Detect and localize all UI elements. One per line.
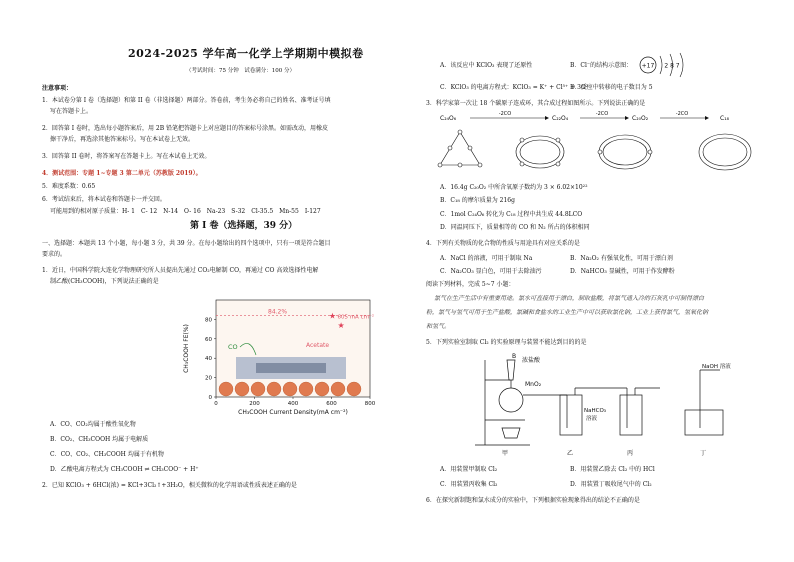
surface-atom <box>219 382 233 396</box>
q3-synthesis-diagram <box>430 110 770 180</box>
surface-atom <box>331 382 345 396</box>
right-column <box>420 0 770 562</box>
molecule-c22o4 <box>516 136 564 168</box>
q5-option: D．用装置丁吸收尾气中的 Cl₂ <box>570 481 652 488</box>
notes-heading: 注意事项： <box>42 85 73 92</box>
annotation-acetate: Acetate <box>306 342 330 349</box>
q2-option-c: C．KClO₃ 的电离方程式：KClO₃ = K⁺ + Cl⁵⁺ + 3O²⁻ <box>440 84 592 91</box>
q2-stem: 2．已知 KClO₃ + 6HCl(浓) = KCl+3Cl₂↑+3H₂O，相关微粒的化学用语或性质表述正确的是 <box>42 482 297 489</box>
page-title: 2024-2025 学年高一化学上学期期中模拟卷 <box>128 47 364 60</box>
species-c24o6: C₂₄O₆ <box>440 115 457 122</box>
y-tick-label: 0 <box>208 395 212 401</box>
label-b: B <box>512 353 517 360</box>
reading-passage: 氯气在生产生活中有重要用途。氯水可直接用于漂白，制取盐酸，将氯气通入冷的石灰乳中可制得漂白 <box>434 295 705 302</box>
molecular-layer-core <box>256 363 326 373</box>
left-column <box>40 0 400 562</box>
note-line: 3．回答第 II 卷时，将答案写在答题卡上。写在本试卷上无效。 <box>42 153 211 160</box>
annotation-fe: 84.2% <box>268 308 288 316</box>
q5-option: B．用装置乙除去 Cl₂ 中的 HCl <box>570 466 655 473</box>
surface-atom <box>283 382 297 396</box>
y-tick-label: 40 <box>205 356 212 363</box>
note-line: 写在答题卡上。 <box>50 108 93 115</box>
label-solution: 溶液 <box>586 416 598 422</box>
y-axis-label: CH₃COOH FE(%) <box>183 324 190 373</box>
atomic-mass-line: 可能用到的相对原子质量：H- 1 C- 12 N-14 O- 16 Na-23 S-32 Cl-35.5 Mn-55 I-127 <box>50 208 321 215</box>
apparatus-label: 丁 <box>700 450 707 457</box>
note-line: 2．回答第 I 卷时，选出每小题答案后，用 2B 铅笔把答题卡上对应题目的答案标号涂黑。如需改动，用橡皮 <box>42 125 329 132</box>
q3-option: A．16.4g C₂₀O₂ 中所含氧原子数约为 3 × 6.02×10²² <box>440 184 588 191</box>
q1-option: A．CO、CO₂均属于酸性氧化物 <box>50 421 136 428</box>
y-tick-label: 80 <box>205 317 212 324</box>
q1-option: B．CO₂、CH₃COOH 均属于电解质 <box>50 436 149 443</box>
surface-atom <box>251 382 265 396</box>
q5-stem: 5．下列实验室制取 Cl₂ 的实验原理与装置不能达到目的的是 <box>426 339 587 346</box>
label-naoh: NaOH 溶液 <box>702 364 731 370</box>
molecule-c24o6 <box>438 130 482 167</box>
species-c20o2: C₂₀O₂ <box>632 115 649 122</box>
data-point-star: ★ <box>328 311 337 321</box>
chloride-ion-diagram <box>638 52 698 78</box>
apparatus-ding <box>685 370 723 435</box>
q2-option-b: B．Cl⁻的结构示意图： <box>570 62 633 69</box>
y-tick-label: 20 <box>205 375 212 382</box>
species-c22o4: C₂₂O₄ <box>552 115 569 122</box>
apparatus-label: 甲 <box>502 450 509 457</box>
section-heading: 第 I 卷（选择题，39 分） <box>190 221 298 231</box>
molecule-c18-ring <box>699 134 751 170</box>
reading-intro: 阅读下列材料，完成 5~7 小题： <box>426 281 515 288</box>
q1-option: D．乙酸电离方程式为 CH₃COOH ⇌ CH₃COO⁻ + H⁺ <box>50 466 199 473</box>
q1-chart <box>183 300 376 416</box>
q5-apparatus <box>470 350 760 460</box>
q4-option-b: B．Na₂O₂ 有强氧化性，可用于漂白剂 <box>570 255 673 262</box>
apparatus-label: 丙 <box>627 450 634 457</box>
x-tick-label: 800 <box>364 401 376 407</box>
y-tick-label: 60 <box>205 336 212 343</box>
surface-atom <box>235 382 249 396</box>
q3-stem: 3．科学家第一次让 18 个碳原子连成环，其合成过程如图所示。下列说法正确的是 <box>426 100 646 107</box>
q3-option: B．C₁₈ 的摩尔质量为 216g <box>440 197 515 204</box>
apparatus-label: 乙 <box>567 450 574 457</box>
q3-option: D．同温同压下，质量相等的 CO 和 N₂ 所占的体积相同 <box>440 224 590 231</box>
q5-option: C．用装置丙收集 Cl₂ <box>440 481 498 488</box>
x-axis-label: CH₃COOH Current Density(mA cm⁻²) <box>238 409 348 416</box>
q1-stem: 制乙酸(CH₃COOH)，下列说法正确的是 <box>50 278 159 285</box>
q4-option-a: A．NaCl 的溶液，可用于制取 Na <box>440 255 533 262</box>
page-subtitle: （考试时间：75 分钟 试卷满分：100 分） <box>186 68 295 74</box>
note-line: 1．本试卷分第 I 卷（选择题）和第 II 卷（非选择题）两部分。答卷前，考生务必将自己的姓名、准考证号填 <box>42 97 331 104</box>
species-c18: C₁₈ <box>720 115 729 122</box>
section-intro: 要求的。 <box>42 251 67 258</box>
q1-figure <box>180 292 380 417</box>
ion-nucleus-label: +17 <box>641 62 655 70</box>
note-line: 5．难度系数：0.65 <box>42 183 96 190</box>
reading-passage: 粉，氯气与氢气可用于生产盐酸，氯碱和食盐水的工业生产中可以获取氯化钠，工业上获得氯气，氢氧化钠 <box>426 309 709 316</box>
q4-option-c: C．Na₂CO₃ 显白色，可用于去除油污 <box>440 268 542 275</box>
molecule-c20o2 <box>598 135 652 169</box>
surface-atom <box>347 382 361 396</box>
reading-passage: 和氢气。 <box>426 323 451 330</box>
q4-stem: 4．下列有关物质的化合物的性质与用途具有对应关系的是 <box>426 240 580 247</box>
x-tick-label: 400 <box>287 401 299 407</box>
note-line: 擦干净后，再选涂其他答案标号。写在本试卷上无效。 <box>50 136 195 143</box>
q1-option: C．CO、CO₂、CH₃COOH 均属于有机物 <box>50 451 164 458</box>
step-label: -2CO <box>595 111 609 117</box>
label-nahco3: NaHCO₃ <box>584 408 606 414</box>
q2-option-d: D．反应中转移的电子数目为 5 <box>570 84 653 91</box>
ion-shells-label: 2 8 7 <box>664 62 680 70</box>
surface-atom <box>315 382 329 396</box>
x-tick-label: 600 <box>326 401 337 407</box>
label-conc-hcl: 浓盐酸 <box>522 357 541 364</box>
q6-stem: 6．在探究新制饱和氯水成分的实验中，下列根据实验现象得出的结论不正确的是 <box>426 497 640 504</box>
q1-stem: 1．近日，中国科学院大连化学物理研究所人员提出先通过 CO₂电解制 CO，再通过 CO 高效选择性电解 <box>42 267 319 274</box>
q5-option: A．用装置甲制取 Cl₂ <box>440 466 498 473</box>
q3-option: C．1mol C₂₄O₆ 转化为 C₁₈ 过程中共生成 44.8LCO <box>440 211 583 218</box>
note-line: 6．考试结束后，将本试卷和答题卡一并交回。 <box>42 196 166 203</box>
q4-option-d: D．NaHCO₃ 显碱性，可用于作发酵粉 <box>570 268 675 275</box>
x-tick-label: 0 <box>214 401 218 407</box>
annotation-co: CO <box>228 343 238 351</box>
data-point-star: ★ <box>337 321 345 331</box>
section-intro: 一、选择题：本题共 13 个小题，每小题 3 分，共 39 分。在每小题给出的四个选项中，只有一项是符合题目 <box>42 240 331 247</box>
annotation-current-density: 605 mA cm⁻² <box>337 314 375 321</box>
apparatus-jia <box>475 360 540 445</box>
q2-option-a: A．该反应中 KClO₃ 表现了还原性 <box>440 62 533 69</box>
step-label: -2CO <box>675 111 689 117</box>
x-tick-label: 200 <box>249 401 260 407</box>
surface-atom <box>267 382 281 396</box>
apparatus-bing <box>610 388 660 435</box>
step-label: -2CO <box>498 111 512 117</box>
surface-atom <box>299 382 313 396</box>
note-line-scope: 4．测试范围：专题 1~专题 3 第二单元（苏教版 2019）。 <box>42 170 202 177</box>
label-mno2: MnO₂ <box>525 381 542 388</box>
